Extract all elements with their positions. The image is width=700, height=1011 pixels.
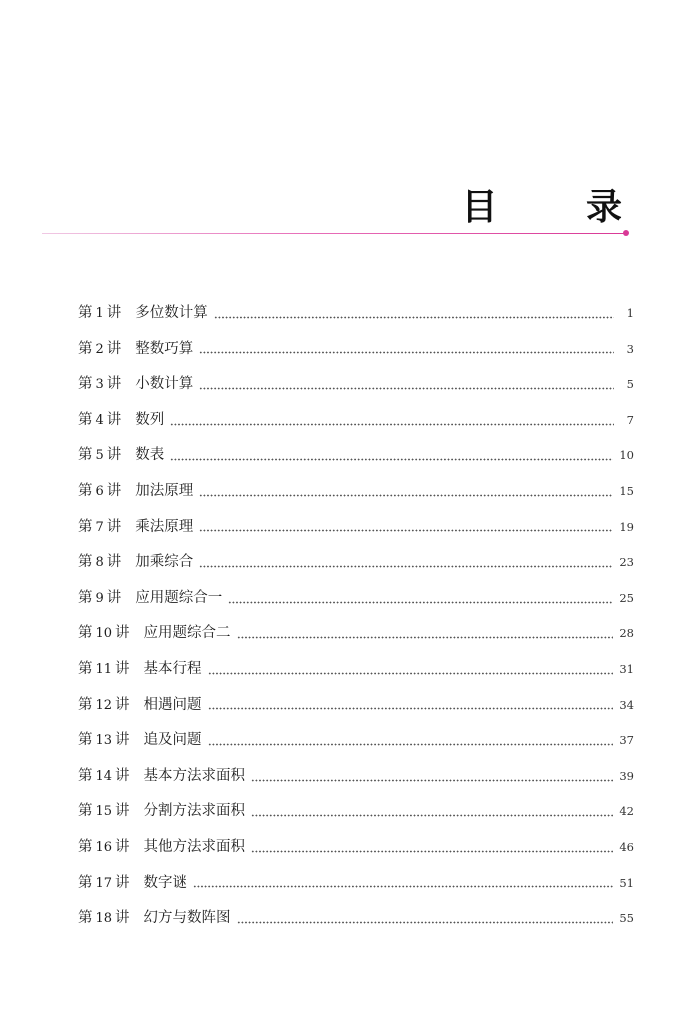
dot-leader: [199, 381, 614, 391]
lecture-suffix: 讲: [106, 589, 122, 606]
chapter-title: 基本行程: [143, 660, 202, 677]
lecture-prefix: 第: [78, 910, 93, 927]
toc-entry[interactable]: [78, 652, 634, 688]
lecture-prefix: 第: [78, 589, 93, 606]
lecture-number: [78, 866, 130, 902]
lecture-number: [78, 830, 130, 866]
chapter-title: 相遇问题: [143, 696, 202, 713]
lecture-number: [78, 474, 121, 510]
lecture-suffix: 讲: [115, 838, 130, 855]
page-number: 15: [619, 483, 634, 498]
lecture-suffix: 讲: [115, 910, 130, 927]
chapter-title: 多位数计算: [135, 305, 208, 321]
page-number: 3: [626, 341, 634, 356]
toc-entry[interactable]: [78, 510, 634, 546]
dot-leader: [193, 879, 613, 889]
dot-leader: [237, 915, 614, 925]
lecture-prefix: 第: [78, 554, 93, 571]
toc-entry[interactable]: [78, 581, 634, 617]
chapter-title: 追及问题: [143, 732, 202, 749]
dot-leader: [237, 630, 614, 640]
lecture-number: [78, 688, 130, 724]
lecture-suffix: 讲: [106, 518, 122, 535]
page-number: 34: [619, 697, 634, 712]
lecture-number: [78, 901, 130, 937]
chapter-title: 数字谜: [143, 874, 188, 891]
lecture-num: 18: [95, 911, 113, 927]
page-number: 39: [619, 768, 634, 783]
toc-entry[interactable]: [78, 296, 634, 332]
page-number: 28: [619, 626, 634, 641]
lecture-suffix: 讲: [106, 340, 122, 357]
page-number: 42: [619, 804, 634, 819]
lecture-prefix: 第: [78, 305, 93, 321]
chapter-title: 其他方法求面积: [143, 838, 246, 855]
page-number: 7: [626, 412, 634, 427]
lecture-prefix: 第: [78, 340, 93, 357]
dot-leader: [170, 417, 614, 427]
toc-entry[interactable]: [78, 474, 634, 510]
dot-leader: [208, 737, 614, 747]
dot-leader: [208, 701, 614, 711]
title-underline-dot: [623, 230, 629, 236]
lecture-prefix: 第: [78, 625, 93, 642]
lecture-number: [78, 296, 121, 332]
lecture-prefix: 第: [78, 482, 93, 499]
title-underline: [42, 233, 625, 234]
dot-leader: [199, 345, 614, 355]
lecture-suffix: 讲: [106, 411, 122, 428]
dot-leader: [199, 523, 613, 533]
dot-leader: [251, 844, 613, 854]
chapter-title: 应用题综合一: [135, 589, 223, 606]
lecture-suffix: 讲: [115, 803, 130, 820]
lecture-suffix: 讲: [106, 482, 122, 499]
lecture-num: 6: [95, 483, 104, 499]
lecture-prefix: 第: [78, 447, 93, 464]
lecture-prefix: 第: [78, 411, 93, 428]
dot-leader: [208, 666, 614, 676]
page-number: 25: [619, 590, 634, 605]
toc-entry[interactable]: [78, 688, 634, 724]
chapter-title: 分割方法求面积: [143, 803, 246, 820]
lecture-number: [78, 510, 121, 546]
page-number: 10: [619, 448, 634, 463]
lecture-number: [78, 652, 130, 688]
lecture-num: 13: [95, 733, 113, 749]
page-number: 31: [619, 661, 634, 676]
lecture-number: [78, 794, 130, 830]
chapter-title: 加法原理: [135, 482, 194, 499]
page-title: 目 录: [461, 187, 660, 228]
lecture-num: 5: [95, 448, 104, 464]
chapter-title: 整数巧算: [135, 340, 194, 357]
lecture-prefix: 第: [78, 838, 93, 855]
lecture-prefix: 第: [78, 376, 93, 393]
chapter-title: 数列: [135, 411, 165, 428]
dot-leader: [251, 773, 613, 783]
page-number: 51: [619, 875, 634, 890]
lecture-number: [78, 723, 130, 759]
toc-entry[interactable]: [78, 723, 634, 759]
lecture-num: 12: [95, 697, 113, 713]
toc-entry[interactable]: [78, 332, 634, 368]
lecture-num: 14: [95, 768, 113, 784]
lecture-num: 4: [95, 412, 104, 428]
dot-leader: [199, 488, 613, 498]
dot-leader: [251, 808, 613, 818]
toc-entry[interactable]: [78, 367, 634, 403]
lecture-num: 10: [95, 626, 113, 642]
lecture-prefix: 第: [78, 732, 93, 749]
lecture-suffix: 讲: [106, 554, 122, 571]
lecture-suffix: 讲: [115, 625, 130, 642]
page-number: 5: [626, 377, 634, 392]
lecture-number: [78, 581, 121, 617]
lecture-suffix: 讲: [115, 660, 130, 677]
chapter-title: 数表: [135, 447, 165, 464]
lecture-number: [78, 367, 121, 403]
chapter-title: 基本方法求面积: [143, 767, 246, 784]
toc-entry[interactable]: [78, 438, 634, 474]
dot-leader: [199, 559, 613, 569]
page-number: 55: [619, 911, 634, 926]
lecture-num: 9: [95, 590, 104, 606]
lecture-num: 16: [95, 839, 113, 855]
lecture-suffix: 讲: [115, 874, 130, 891]
toc-entry[interactable]: [78, 545, 634, 581]
lecture-number: [78, 759, 130, 795]
chapter-title: 小数计算: [135, 376, 194, 393]
lecture-num: 11: [95, 661, 113, 677]
toc-entry[interactable]: [78, 866, 634, 902]
chapter-title: 幻方与数阵图: [143, 910, 231, 927]
lecture-number: [78, 545, 121, 581]
lecture-prefix: 第: [78, 518, 93, 535]
page-number: 19: [619, 519, 634, 534]
toc-entry[interactable]: [78, 794, 634, 830]
lecture-suffix: 讲: [115, 696, 130, 713]
dot-leader: [170, 452, 613, 462]
chapter-title: 加乘综合: [135, 554, 194, 571]
chapter-title: 乘法原理: [135, 518, 194, 535]
lecture-num: 2: [95, 341, 104, 357]
page-number: 46: [619, 839, 634, 854]
lecture-num: 3: [95, 377, 104, 393]
lecture-suffix: 讲: [115, 732, 130, 749]
lecture-prefix: 第: [78, 803, 93, 820]
dot-leader: [228, 595, 613, 605]
lecture-number: [78, 403, 121, 439]
page-number: 23: [619, 555, 634, 570]
dot-leader: [214, 310, 614, 320]
toc-entry[interactable]: [78, 830, 634, 866]
page-number: 37: [619, 733, 634, 748]
lecture-num: 1: [95, 306, 104, 321]
lecture-number: [78, 438, 121, 474]
page-number: 1: [626, 306, 634, 320]
toc-entry[interactable]: [78, 616, 634, 652]
lecture-num: 7: [95, 519, 104, 535]
lecture-prefix: 第: [78, 696, 93, 713]
toc-entry[interactable]: [78, 901, 634, 937]
table-of-contents: [78, 296, 634, 937]
lecture-number: [78, 616, 130, 652]
lecture-suffix: 讲: [106, 376, 122, 393]
lecture-prefix: 第: [78, 874, 93, 891]
lecture-num: 17: [95, 875, 113, 891]
lecture-num: 8: [95, 555, 104, 571]
lecture-prefix: 第: [78, 767, 93, 784]
lecture-prefix: 第: [78, 660, 93, 677]
lecture-suffix: 讲: [106, 447, 122, 464]
toc-entry[interactable]: [78, 403, 634, 439]
lecture-num: 15: [95, 804, 113, 820]
lecture-suffix: 讲: [106, 305, 122, 321]
lecture-suffix: 讲: [115, 767, 130, 784]
toc-entry[interactable]: [78, 759, 634, 795]
lecture-number: [78, 332, 121, 368]
chapter-title: 应用题综合二: [143, 625, 231, 642]
